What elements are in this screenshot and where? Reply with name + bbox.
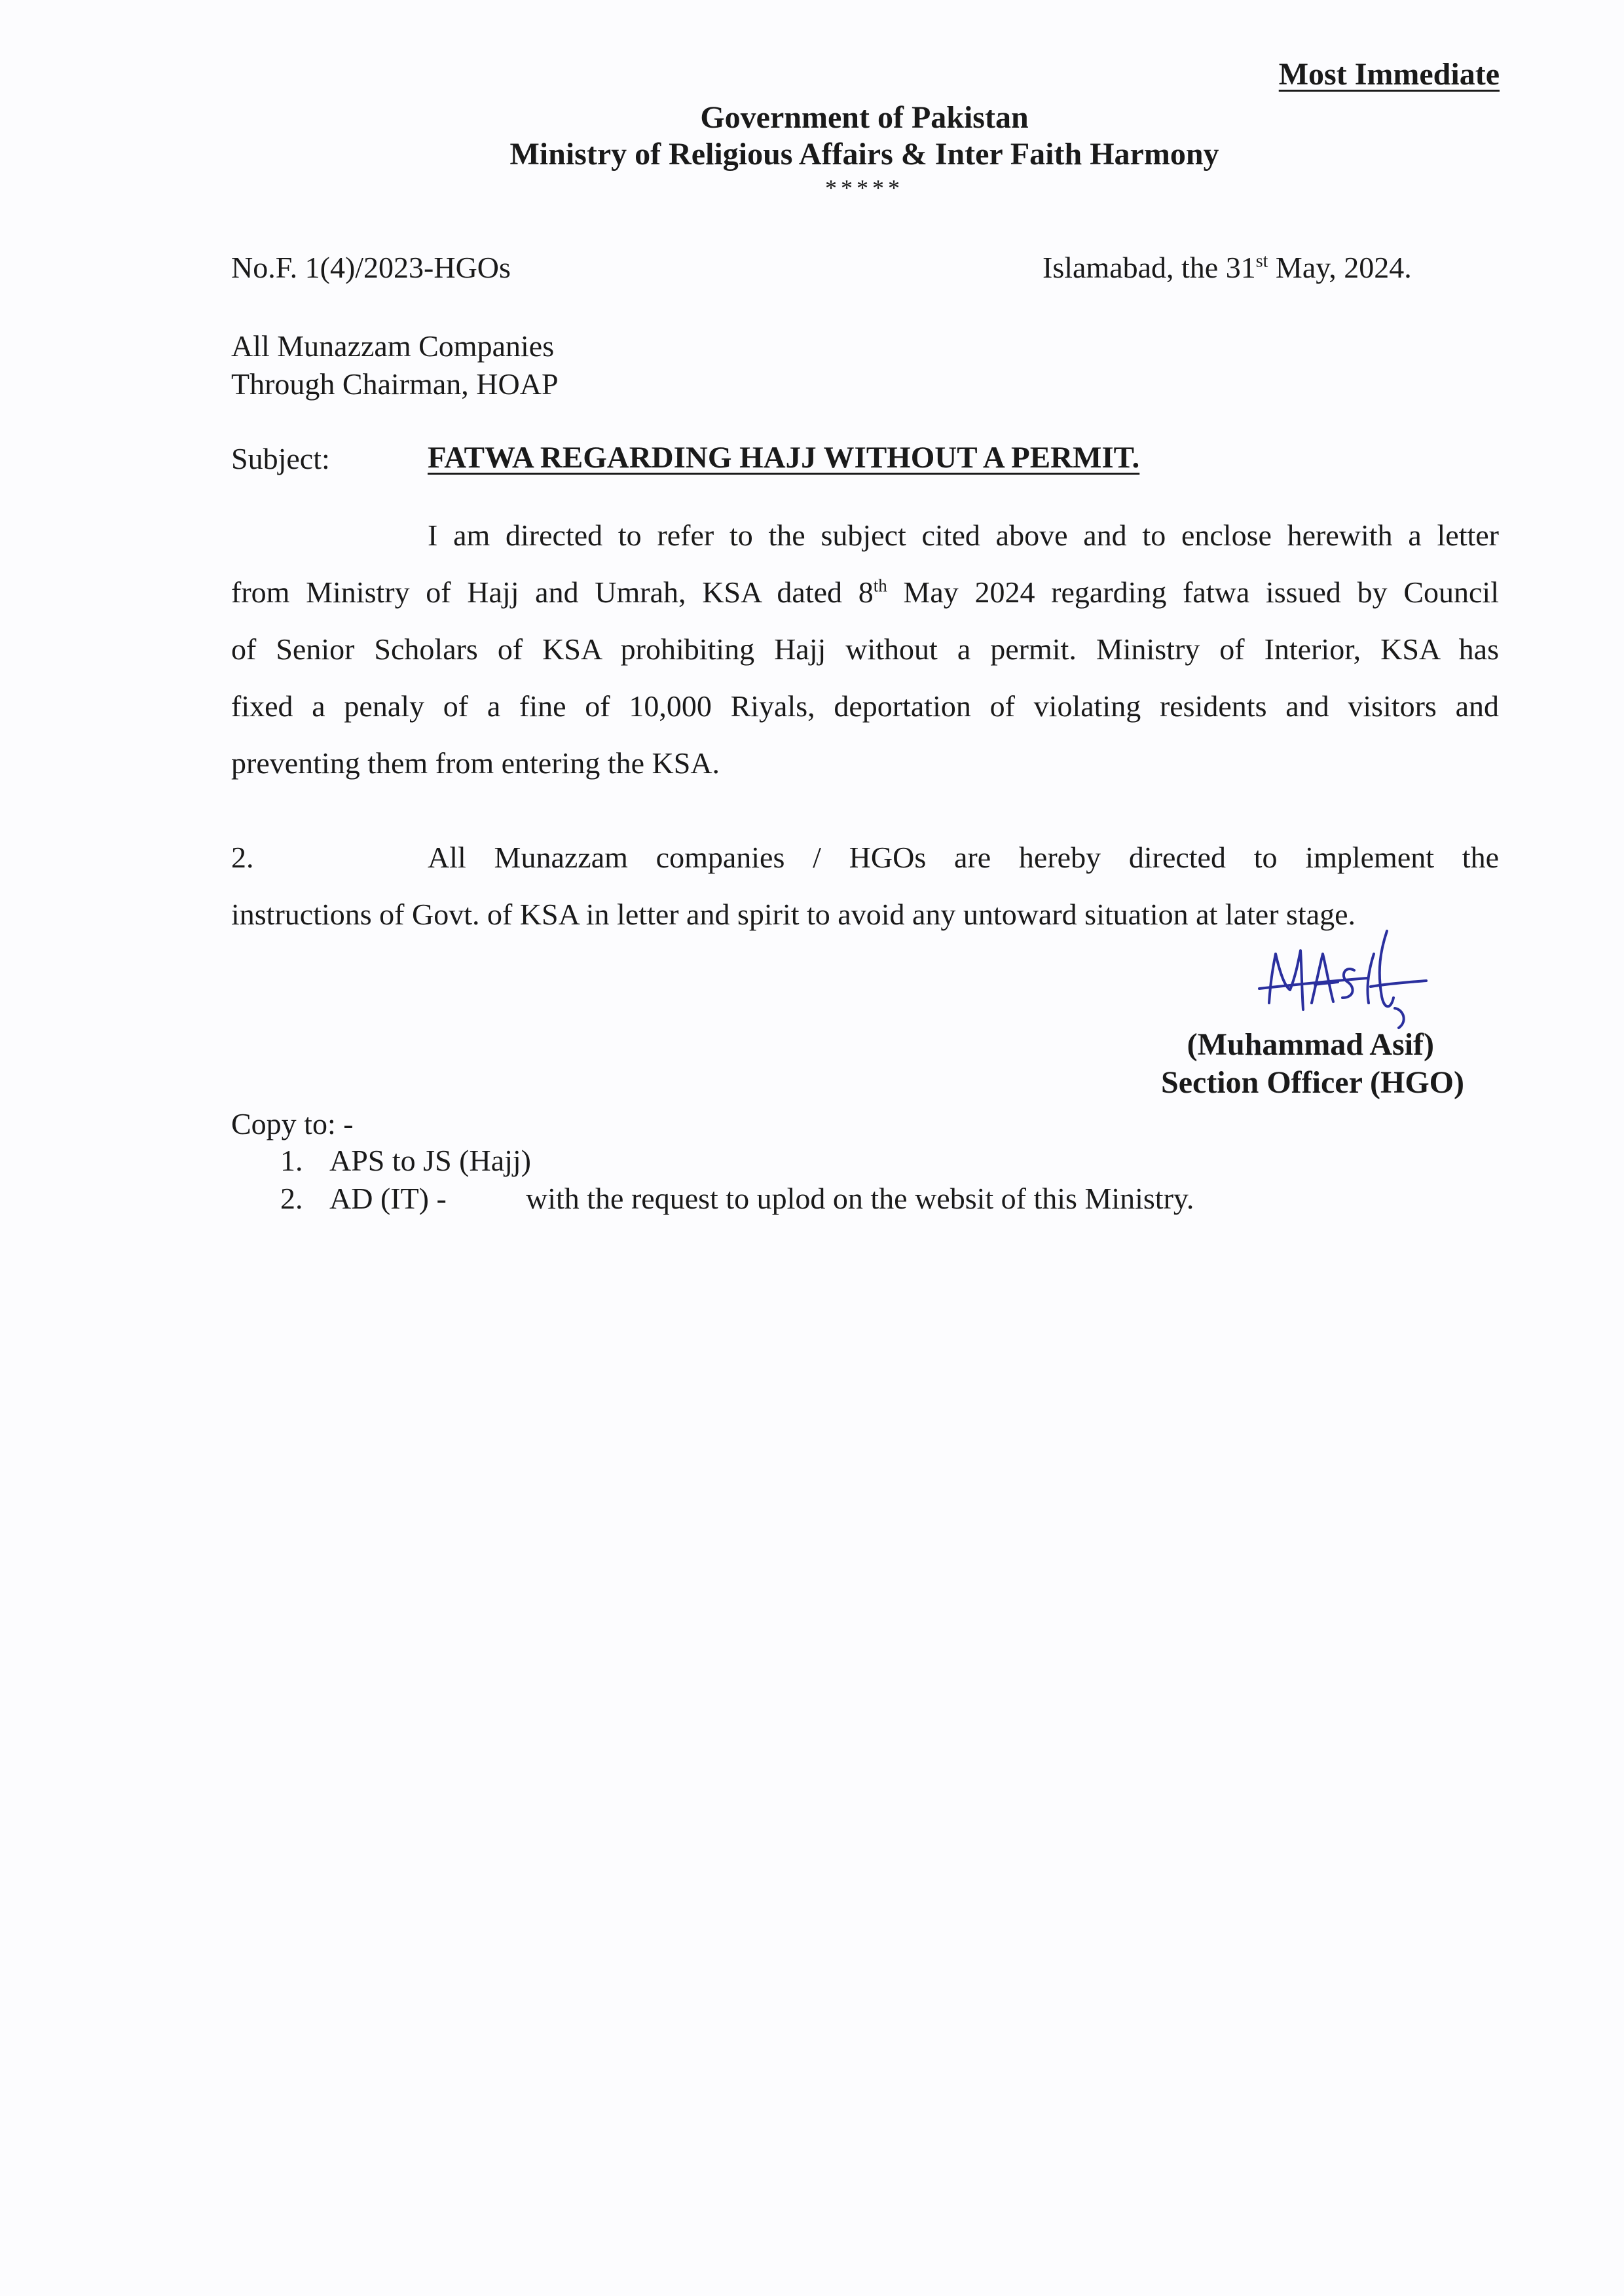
signature-image	[1256, 924, 1434, 1036]
signatory-designation: Section Officer (HGO)	[1161, 1065, 1464, 1100]
copy-to-item-note: with the request to uplod on the websit of this Ministry.	[526, 1182, 1194, 1215]
paragraph-1-line-2	[231, 564, 1499, 621]
copy-to-item-text: APS to JS (Hajj)	[329, 1144, 531, 1177]
copy-to-item-text: AD (IT) -	[329, 1182, 447, 1215]
government-heading: Government of Pakistan	[700, 100, 1029, 135]
subject-label: Subject:	[231, 442, 330, 475]
subject-text: FATWA REGARDING HAJJ WITHOUT A PERMIT.	[428, 441, 1140, 475]
copy-to-item	[280, 1181, 1194, 1216]
date-ordinal: st	[1255, 251, 1268, 272]
ministry-heading: Ministry of Religious Affairs & Inter Faith Harmony	[509, 137, 1219, 172]
paragraph-2-number: 2.	[231, 841, 254, 874]
paragraph-1-ordinal: th	[873, 575, 887, 596]
file-number: No.F. 1(4)/2023-HGOs	[231, 251, 511, 284]
addressee-line-1: All Munazzam Companies	[231, 329, 555, 363]
paragraph-1-line-1-text: I am directed to refer to the subject cited above and to enclose herewith a letter	[428, 519, 1499, 552]
paragraph-1-line-2-b: May 2024 regarding fatwa issued by Council	[887, 575, 1499, 609]
heading-separator: *****	[825, 175, 904, 201]
paragraph-1-line-1	[231, 507, 1499, 564]
paragraph-2-line-1-text: All Munazzam companies / HGOs are hereby directed to implement the	[428, 841, 1499, 874]
copy-to-label: Copy to: -	[231, 1107, 354, 1140]
paragraph-2-line-1	[231, 829, 1499, 886]
date-rest: May, 2024.	[1268, 251, 1412, 284]
signatory-name: (Muhammad Asif)	[1187, 1027, 1434, 1062]
copy-to-item-number: 1.	[280, 1144, 303, 1177]
addressee-line-2: Through Chairman, HOAP	[231, 367, 559, 401]
priority-marking: Most Immediate	[1278, 57, 1500, 92]
paragraph-2-line-2: instructions of Govt. of KSA in letter and spirit to avoid any untoward situation at later stage.	[231, 898, 1356, 931]
paragraph-1	[231, 507, 1499, 792]
paragraph-1-line-4: fixed a penaly of a fine of 10,000 Riyals, deportation of violating residents and visitors and	[231, 689, 1499, 723]
paragraph-1-line-3: of Senior Scholars of KSA prohibiting Hajj without a permit. Ministry of Interior, KSA has	[231, 632, 1499, 666]
copy-to-item	[280, 1143, 531, 1178]
letter-date	[1043, 250, 1412, 285]
paragraph-1-line-5: preventing them from entering the KSA.	[231, 746, 720, 780]
date-prefix: Islamabad, the 31	[1043, 251, 1256, 284]
copy-to-item-number: 2.	[280, 1182, 303, 1215]
paragraph-1-line-2-a: from Ministry of Hajj and Umrah, KSA dated 8	[231, 575, 874, 609]
